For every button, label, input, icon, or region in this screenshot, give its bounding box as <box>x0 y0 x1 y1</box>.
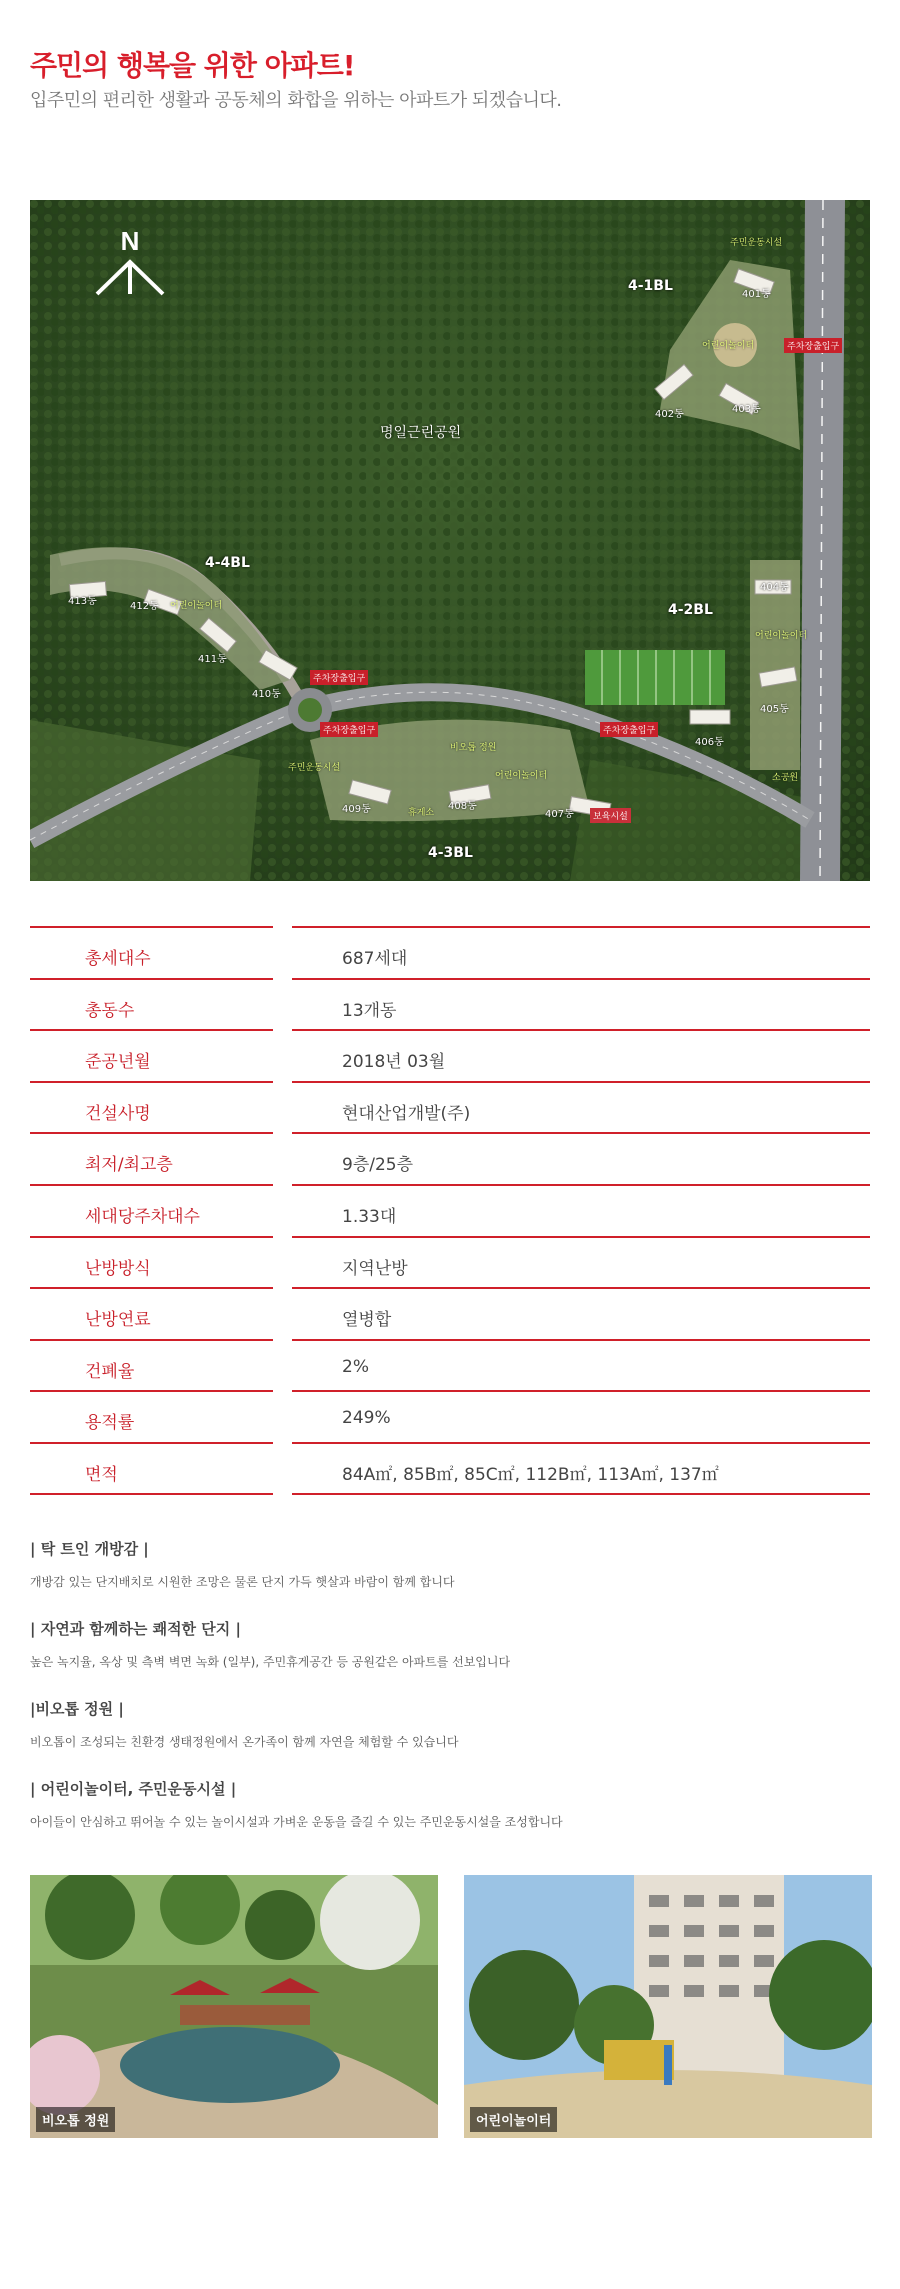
spec-label-cell <box>30 1236 273 1288</box>
map-facility-label: 어린이놀이터 <box>495 771 548 781</box>
spec-label-cell <box>30 1132 273 1184</box>
spec-value-cell <box>292 1184 870 1236</box>
photo-caption: 비오톱 정원 <box>36 2107 115 2132</box>
map-facility-label: 어린이놀이터 <box>170 601 223 611</box>
spec-value-cell <box>292 1390 870 1442</box>
spec-label-cell <box>30 1287 273 1339</box>
dong-label: 402동 <box>655 409 684 420</box>
dong-label: 404동 <box>760 582 789 593</box>
block-label-4-2bl: 4-2BL <box>668 602 713 618</box>
dong-label: 409동 <box>342 804 371 815</box>
block-label-4-4bl: 4-4BL <box>205 555 250 571</box>
spec-value-cell <box>292 1029 870 1081</box>
spec-value: 지역난방 <box>342 1258 408 1279</box>
playground-photo <box>464 1875 872 2138</box>
feature-desc: 높은 녹지율, 옥상 및 측벽 벽면 녹화 (일부), 주민휴게공간 등 공원같은 아파트를 선보입니다 <box>30 1655 511 1669</box>
map-facility-label: 주민운동시설 <box>288 763 341 773</box>
dong-label: 408동 <box>448 801 477 812</box>
spec-value-cell <box>292 1287 870 1339</box>
dong-label: 405동 <box>760 704 789 715</box>
spec-label: 난방방식 <box>85 1258 151 1279</box>
feature-playground <box>30 1778 563 1830</box>
spec-label: 면적 <box>85 1464 118 1485</box>
spec-table-bottom-border <box>30 1493 870 1495</box>
block-label-4-3bl: 4-3BL <box>428 845 473 861</box>
page-subtitle: 입주민의 편리한 생활과 공동체의 화합을 위하는 아파트가 되겠습니다. <box>30 90 562 111</box>
spec-label: 총동수 <box>85 1000 135 1021</box>
spec-value: 현대산업개발(주) <box>342 1103 471 1124</box>
spec-label-cell <box>30 1184 273 1236</box>
feature-nature <box>30 1618 510 1670</box>
spec-value-cell <box>292 1339 870 1391</box>
spec-value: 2018년 03월 <box>342 1052 446 1073</box>
map-parking-tag: 주차장출입구 <box>320 722 378 737</box>
spec-value: 84A㎡, 85B㎡, 85C㎡, 112B㎡, 113A㎡, 137㎡ <box>342 1464 719 1485</box>
site-map <box>30 200 870 881</box>
spec-row <box>30 978 870 1030</box>
spec-value-cell <box>292 1442 870 1494</box>
spec-label: 총세대수 <box>85 949 151 969</box>
spec-value-cell <box>292 1132 870 1184</box>
spec-value: 1.33대 <box>342 1206 397 1227</box>
north-compass-icon <box>85 222 175 302</box>
map-facility-label: 소공원 <box>772 773 799 783</box>
spec-value: 열병합 <box>342 1310 392 1331</box>
dong-label: 410동 <box>252 689 281 700</box>
feature-open-view <box>30 1538 455 1590</box>
spec-value: 9층/25층 <box>342 1155 414 1176</box>
spec-label-cell <box>30 1081 273 1133</box>
compass-letter: N <box>120 226 140 256</box>
dong-label: 407동 <box>545 809 574 820</box>
spec-value: 2% <box>342 1356 369 1377</box>
spec-value-cell <box>292 1236 870 1288</box>
feature-heading: |비오톱 정원 | <box>30 1700 124 1718</box>
spec-label: 난방연료 <box>85 1310 151 1331</box>
spec-row <box>30 1442 870 1494</box>
spec-label-cell <box>30 1339 273 1391</box>
spec-value: 249% <box>342 1408 391 1429</box>
spec-value: 687세대 <box>342 949 408 969</box>
spec-label-cell <box>30 978 273 1030</box>
spec-value: 13개동 <box>342 1000 397 1021</box>
spec-label-cell <box>30 1029 273 1081</box>
dong-label: 403동 <box>732 404 761 415</box>
dong-label: 413동 <box>68 596 97 607</box>
site-map-illustration <box>30 200 870 881</box>
spec-row <box>30 1287 870 1339</box>
dong-label: 401동 <box>742 289 771 300</box>
spec-label-cell <box>30 1442 273 1494</box>
spec-value-cell <box>292 926 870 978</box>
spec-label: 세대당주차대수 <box>85 1206 200 1227</box>
feature-heading: | 어린이놀이터, 주민운동시설 | <box>30 1780 237 1798</box>
spec-row <box>30 1236 870 1288</box>
map-parking-tag: 주차장출입구 <box>600 722 658 737</box>
page-title: 주민의 행복을 위한 아파트! <box>30 49 355 82</box>
spec-label: 준공년월 <box>85 1052 151 1073</box>
spec-row <box>30 1132 870 1184</box>
spec-label: 용적률 <box>85 1413 135 1434</box>
park-label: 명일근린공원 <box>380 425 462 441</box>
map-facility-label: 비오톱 정원 <box>450 743 497 753</box>
spec-row <box>30 1339 870 1391</box>
spec-row <box>30 1081 870 1133</box>
spec-label: 최저/최고층 <box>85 1155 173 1176</box>
feature-desc: 개방감 있는 단지배치로 시원한 조망은 물론 단지 가득 햇살과 바람이 함께 합니다 <box>30 1575 455 1589</box>
map-facility-label: 주민운동시설 <box>730 238 783 248</box>
feature-heading: | 탁 트인 개방감 | <box>30 1540 149 1558</box>
spec-table <box>30 926 870 1494</box>
map-parking-tag: 주차장출입구 <box>784 338 842 353</box>
biotope-garden-photo <box>30 1875 438 2138</box>
map-facility-label: 휴게소 <box>408 808 435 818</box>
feature-desc: 아이들이 안심하고 뛰어놀 수 있는 놀이시설과 가벼운 운동을 즐길 수 있는 주민운동시설을 조성합니다 <box>30 1815 563 1829</box>
spec-value-cell <box>292 1081 870 1133</box>
spec-label-cell <box>30 1390 273 1442</box>
spec-label: 건설사명 <box>85 1103 151 1124</box>
spec-row <box>30 1390 870 1442</box>
spec-row <box>30 926 870 978</box>
feature-desc: 비오톱이 조성되는 친환경 생태정원에서 온가족이 함께 자연을 체험할 수 있습니다 <box>30 1735 459 1749</box>
dong-label: 406동 <box>695 737 724 748</box>
map-facility-label: 어린이놀이터 <box>702 341 755 351</box>
spec-label: 건폐율 <box>85 1361 135 1382</box>
spec-value-cell <box>292 978 870 1030</box>
map-parking-tag: 주차장출입구 <box>310 670 368 685</box>
dong-label: 412동 <box>130 601 159 612</box>
map-nursery-tag: 보육시설 <box>590 808 631 823</box>
feature-biotope <box>30 1698 458 1750</box>
block-label-4-1bl: 4-1BL <box>628 278 673 294</box>
photo-caption: 어린이놀이터 <box>470 2107 557 2132</box>
feature-heading: | 자연과 함께하는 쾌적한 단지 | <box>30 1620 241 1638</box>
map-facility-label: 어린이놀이터 <box>755 631 808 641</box>
spec-row <box>30 1029 870 1081</box>
spec-row <box>30 1184 870 1236</box>
dong-label: 411동 <box>198 654 227 665</box>
spec-label-cell <box>30 926 273 978</box>
